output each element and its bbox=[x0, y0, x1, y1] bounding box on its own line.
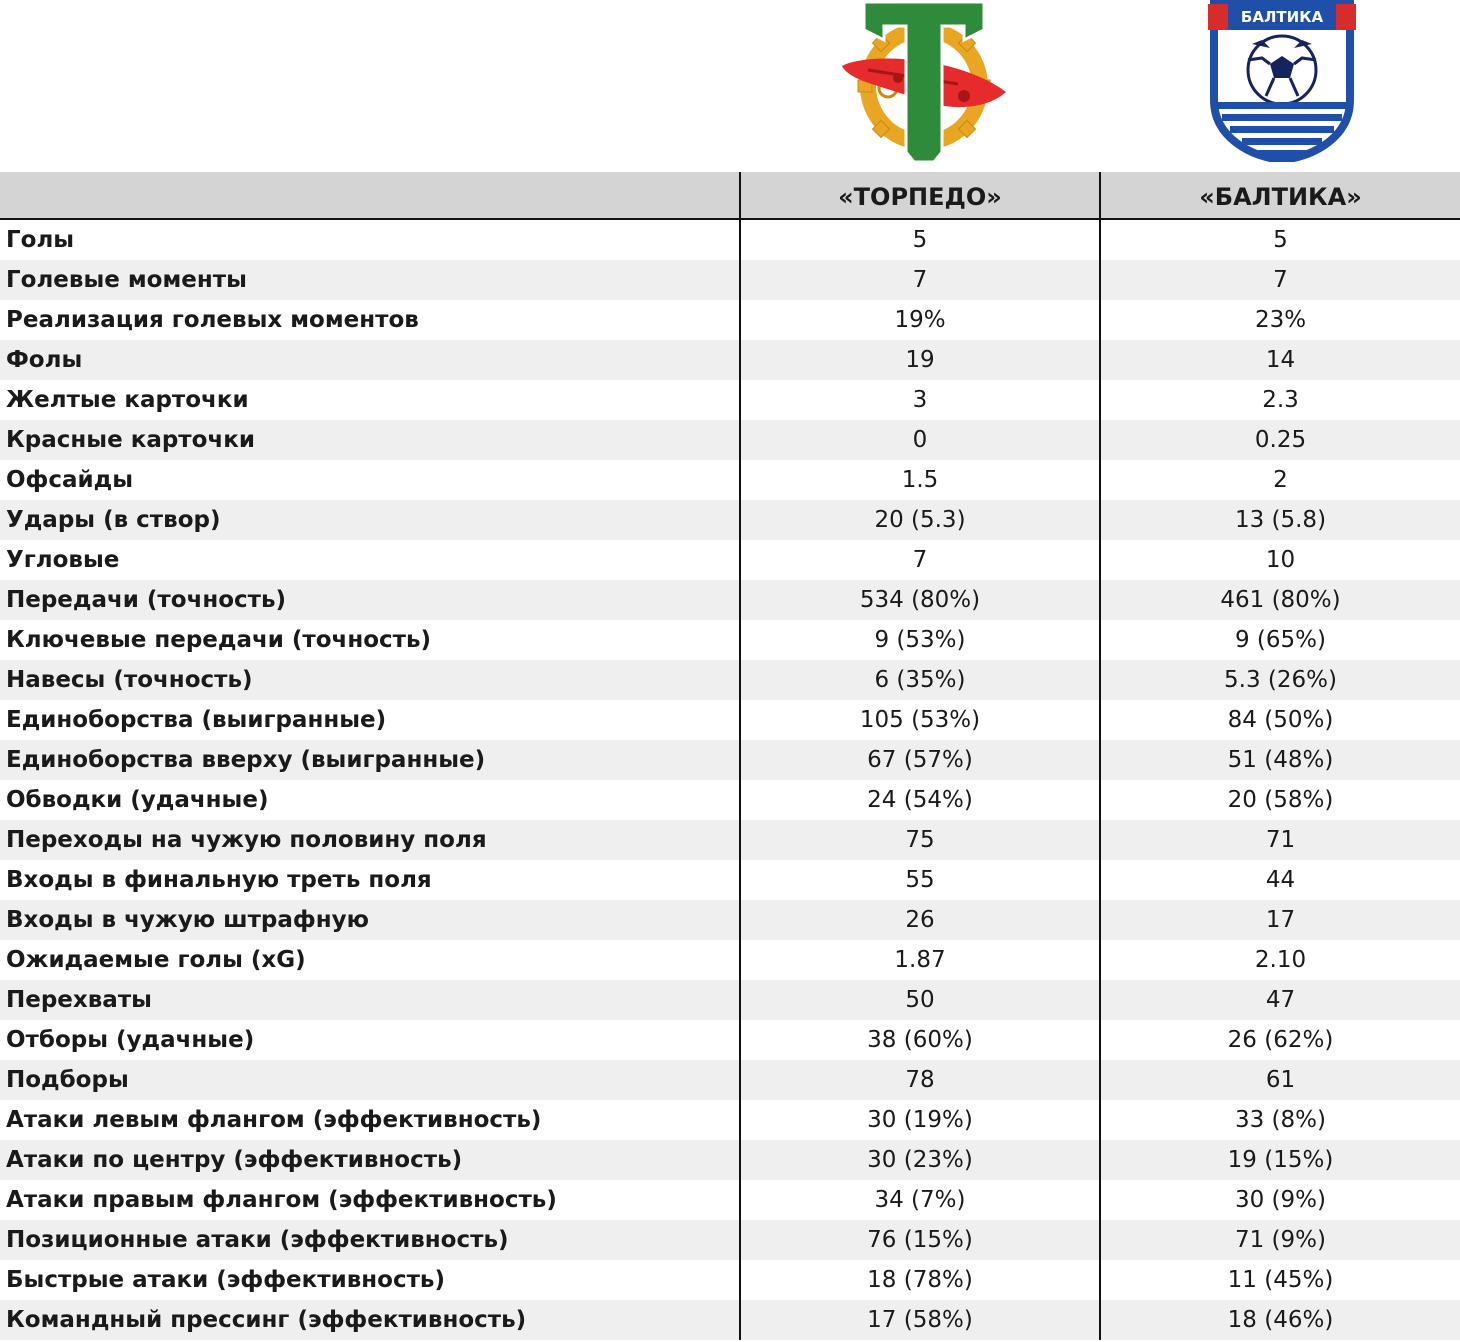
stat-value-home: 0 bbox=[739, 420, 1099, 460]
table-row bbox=[0, 940, 1460, 980]
stat-value-away: 2 bbox=[1099, 460, 1460, 500]
stat-label: Входы в финальную треть поля bbox=[6, 867, 432, 893]
stat-value-away: 30 (9%) bbox=[1099, 1180, 1460, 1220]
stat-value-away: 71 bbox=[1099, 820, 1460, 860]
table-row bbox=[0, 1300, 1460, 1340]
table-row bbox=[0, 700, 1460, 740]
stat-label: Единоборства вверху (выигранные) bbox=[6, 747, 486, 773]
table-row bbox=[0, 1260, 1460, 1300]
stat-value-away: 10 bbox=[1099, 540, 1460, 580]
stat-value-away: 47 bbox=[1099, 980, 1460, 1020]
stat-label: Обводки (удачные) bbox=[6, 787, 269, 813]
stat-value-home: 5 bbox=[739, 220, 1099, 260]
stat-label: Голы bbox=[6, 227, 75, 253]
stat-value-away: 17 bbox=[1099, 900, 1460, 940]
table-row bbox=[0, 980, 1460, 1020]
table-row bbox=[0, 1220, 1460, 1260]
stat-label: Офсайды bbox=[6, 467, 134, 493]
stat-value-home: 78 bbox=[739, 1060, 1099, 1100]
stat-value-home: 20 (5.3) bbox=[739, 500, 1099, 540]
stat-label: Удары (в створ) bbox=[6, 507, 221, 533]
stat-label: Отборы (удачные) bbox=[6, 1027, 255, 1053]
baltika-club-crest-icon bbox=[1206, 0, 1358, 162]
stat-value-away: 7 bbox=[1099, 260, 1460, 300]
stat-label: Красные карточки bbox=[6, 427, 255, 453]
stat-value-away: 5 bbox=[1099, 220, 1460, 260]
stat-value-home: 18 (78%) bbox=[739, 1260, 1099, 1300]
stat-value-away: 84 (50%) bbox=[1099, 700, 1460, 740]
stat-label: Ключевые передачи (точность) bbox=[6, 627, 432, 653]
stat-label: Единоборства (выигранные) bbox=[6, 707, 387, 733]
stat-value-home: 50 bbox=[739, 980, 1099, 1020]
table-row bbox=[0, 1060, 1460, 1100]
header-home-team: «ТОРПЕДО» bbox=[739, 172, 1099, 218]
stat-value-home: 6 (35%) bbox=[739, 660, 1099, 700]
table-row bbox=[0, 540, 1460, 580]
stat-value-home: 1.5 bbox=[739, 460, 1099, 500]
table-header bbox=[0, 172, 1460, 220]
stat-label: Командный прессинг (эффективность) bbox=[6, 1307, 527, 1333]
table-body bbox=[0, 220, 1460, 1340]
stat-value-away: 51 (48%) bbox=[1099, 740, 1460, 780]
stat-label: Позиционные атаки (эффективность) bbox=[6, 1227, 509, 1253]
table-row bbox=[0, 820, 1460, 860]
stat-value-away: 61 bbox=[1099, 1060, 1460, 1100]
table-row bbox=[0, 1140, 1460, 1180]
table-row bbox=[0, 1100, 1460, 1140]
stat-label: Атаки по центру (эффективность) bbox=[6, 1147, 463, 1173]
table-row bbox=[0, 620, 1460, 660]
table-row bbox=[0, 380, 1460, 420]
header-away-team: «БАЛТИКА» bbox=[1099, 172, 1460, 218]
stat-label: Фолы bbox=[6, 347, 83, 373]
stat-label: Переходы на чужую половину поля bbox=[6, 827, 487, 853]
stat-value-home: 38 (60%) bbox=[739, 1020, 1099, 1060]
table-row bbox=[0, 1020, 1460, 1060]
stat-label: Передачи (точность) bbox=[6, 587, 287, 613]
stat-label: Ожидаемые голы (xG) bbox=[6, 947, 306, 973]
stat-value-home: 534 (80%) bbox=[739, 580, 1099, 620]
stat-value-home: 19 bbox=[739, 340, 1099, 380]
table-row bbox=[0, 300, 1460, 340]
table-row bbox=[0, 460, 1460, 500]
stat-label: Реализация голевых моментов bbox=[6, 307, 419, 333]
stat-value-home: 30 (19%) bbox=[739, 1100, 1099, 1140]
stat-value-away: 2.10 bbox=[1099, 940, 1460, 980]
stat-value-home: 67 (57%) bbox=[739, 740, 1099, 780]
table-row bbox=[0, 220, 1460, 260]
stat-value-away: 13 (5.8) bbox=[1099, 500, 1460, 540]
table-row bbox=[0, 780, 1460, 820]
table-row bbox=[0, 1180, 1460, 1220]
stat-value-away: 2.3 bbox=[1099, 380, 1460, 420]
stat-value-home: 19% bbox=[739, 300, 1099, 340]
stat-value-home: 75 bbox=[739, 820, 1099, 860]
stat-value-away: 461 (80%) bbox=[1099, 580, 1460, 620]
stat-value-home: 26 bbox=[739, 900, 1099, 940]
table-row bbox=[0, 860, 1460, 900]
stat-value-away: 26 (62%) bbox=[1099, 1020, 1460, 1060]
stat-value-away: 71 (9%) bbox=[1099, 1220, 1460, 1260]
stat-value-away: 0.25 bbox=[1099, 420, 1460, 460]
team-logos bbox=[0, 0, 1460, 172]
stat-value-away: 11 (45%) bbox=[1099, 1260, 1460, 1300]
stat-value-away: 20 (58%) bbox=[1099, 780, 1460, 820]
stat-label: Быстрые атаки (эффективность) bbox=[6, 1267, 445, 1293]
stat-value-away: 33 (8%) bbox=[1099, 1100, 1460, 1140]
table-row bbox=[0, 500, 1460, 540]
stat-label: Перехваты bbox=[6, 987, 152, 1013]
baltika-logo-text: БАЛТИКА bbox=[1240, 8, 1324, 26]
stat-value-home: 7 bbox=[739, 260, 1099, 300]
stat-value-home: 17 (58%) bbox=[739, 1300, 1099, 1340]
stat-value-home: 105 (53%) bbox=[739, 700, 1099, 740]
stat-label: Угловые bbox=[6, 547, 120, 573]
table-row bbox=[0, 740, 1460, 780]
table-row bbox=[0, 260, 1460, 300]
stat-value-away: 19 (15%) bbox=[1099, 1140, 1460, 1180]
stat-value-away: 18 (46%) bbox=[1099, 1300, 1460, 1340]
stat-value-away: 44 bbox=[1099, 860, 1460, 900]
torpedo-club-crest-icon bbox=[838, 0, 1010, 166]
table-row bbox=[0, 420, 1460, 460]
stat-value-away: 23% bbox=[1099, 300, 1460, 340]
table-row bbox=[0, 340, 1460, 380]
table-row bbox=[0, 900, 1460, 940]
stat-value-home: 34 (7%) bbox=[739, 1180, 1099, 1220]
stat-value-home: 24 (54%) bbox=[739, 780, 1099, 820]
stat-label: Подборы bbox=[6, 1067, 129, 1093]
stat-value-home: 1.87 bbox=[739, 940, 1099, 980]
stat-label: Атаки правым флангом (эффективность) bbox=[6, 1187, 557, 1213]
stat-value-home: 3 bbox=[739, 380, 1099, 420]
match-stats-table bbox=[0, 172, 1460, 1340]
stat-label: Желтые карточки bbox=[6, 387, 249, 413]
stat-value-home: 9 (53%) bbox=[739, 620, 1099, 660]
table-row bbox=[0, 580, 1460, 620]
stat-value-away: 5.3 (26%) bbox=[1099, 660, 1460, 700]
stat-label: Голевые моменты bbox=[6, 267, 247, 293]
stat-label: Навесы (точность) bbox=[6, 667, 253, 693]
stat-value-away: 14 bbox=[1099, 340, 1460, 380]
stat-value-home: 76 (15%) bbox=[739, 1220, 1099, 1260]
header-label-cell bbox=[0, 172, 739, 218]
stat-value-away: 9 (65%) bbox=[1099, 620, 1460, 660]
table-row bbox=[0, 660, 1460, 700]
stat-label: Входы в чужую штрафную bbox=[6, 907, 369, 933]
stat-value-home: 30 (23%) bbox=[739, 1140, 1099, 1180]
stat-value-home: 7 bbox=[739, 540, 1099, 580]
stat-value-home: 55 bbox=[739, 860, 1099, 900]
stat-label: Атаки левым флангом (эффективность) bbox=[6, 1107, 542, 1133]
